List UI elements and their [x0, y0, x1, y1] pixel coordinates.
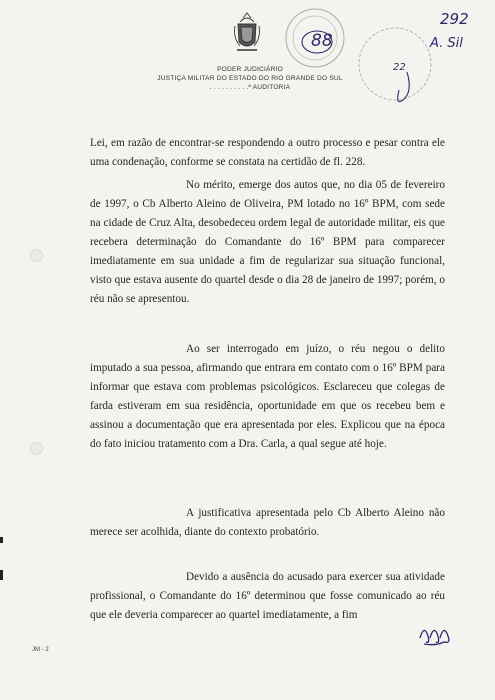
paragraph-3: Ao ser interrogado em juízo, o réu negou o delito imputado a sua pessoa, afirmando que entrara em contato com o 16º BPM para informar que estava com problemas psicológicos. Esclareceu que colegas de farda estiveram em sua residência, oportunidade em que os recebeu bem e assinou a documentação que era apresentada por eles. Explicou que na época do fato iniciou tratamento com a Dra. Carla, a qual segue até hoje.: [90, 343, 445, 450]
paragraph-1: Lei, em razão de encontrar-se respondendo a outro processo e pesar contra ele uma condenação, conforme se constata na certidão de fl. 228.: [90, 137, 445, 168]
signature-initials: [416, 620, 456, 648]
handwritten-page-number: 292: [440, 10, 469, 28]
stamp2-number: 22: [393, 62, 406, 73]
handwritten-initials: A. Sil: [430, 36, 463, 51]
paragraph-4: A justificativa apresentada pelo Cb Alberto Aleino não merece ser acolhida, diante do contexto probatório.: [90, 507, 445, 538]
coat-of-arms-emblem: [232, 12, 262, 56]
scan-edge-mark: [0, 570, 3, 580]
punch-hole-upper: [30, 249, 43, 262]
punch-hole-lower: [30, 442, 43, 455]
paragraph-5: Devido a ausência do acusado para exercer sua atividade profissional, o Comandante do 16º determinou que fosse comunicado ao réu que ele deveria comparecer ao quartel imediatamente, a fim: [90, 571, 445, 621]
scan-edge-mark: [0, 537, 3, 543]
footer-code: JM - 2: [32, 647, 49, 653]
paragraph-2: No mérito, emerge dos autos que, no dia 05 de fevereiro de 1997, o Cb Alberto Aleino de Oliveira, PM lotado no 16º BPM, com sede na cidade de Cruz Alta, desobedeceu ordem legal de autoridade militar, eis que recebera determinação do Comandante do 16º BPM para comparecer imediatamente em sua unidade a fim de regularizar sua situação funcional, visto que estava ausente do quartel desde o dia 28 de janeiro de 1997; porém, o réu não se apresentou.: [90, 179, 445, 305]
header-auditoria: . . . . . . . . . .ª AUDITORIA: [209, 84, 291, 91]
header-court: JUSTIÇA MILITAR DO ESTADO DO RIO GRANDE DO SUL: [157, 75, 343, 82]
stamp-number: 88: [311, 31, 333, 51]
header-power: PODER JUDICIÁRIO: [217, 66, 283, 73]
